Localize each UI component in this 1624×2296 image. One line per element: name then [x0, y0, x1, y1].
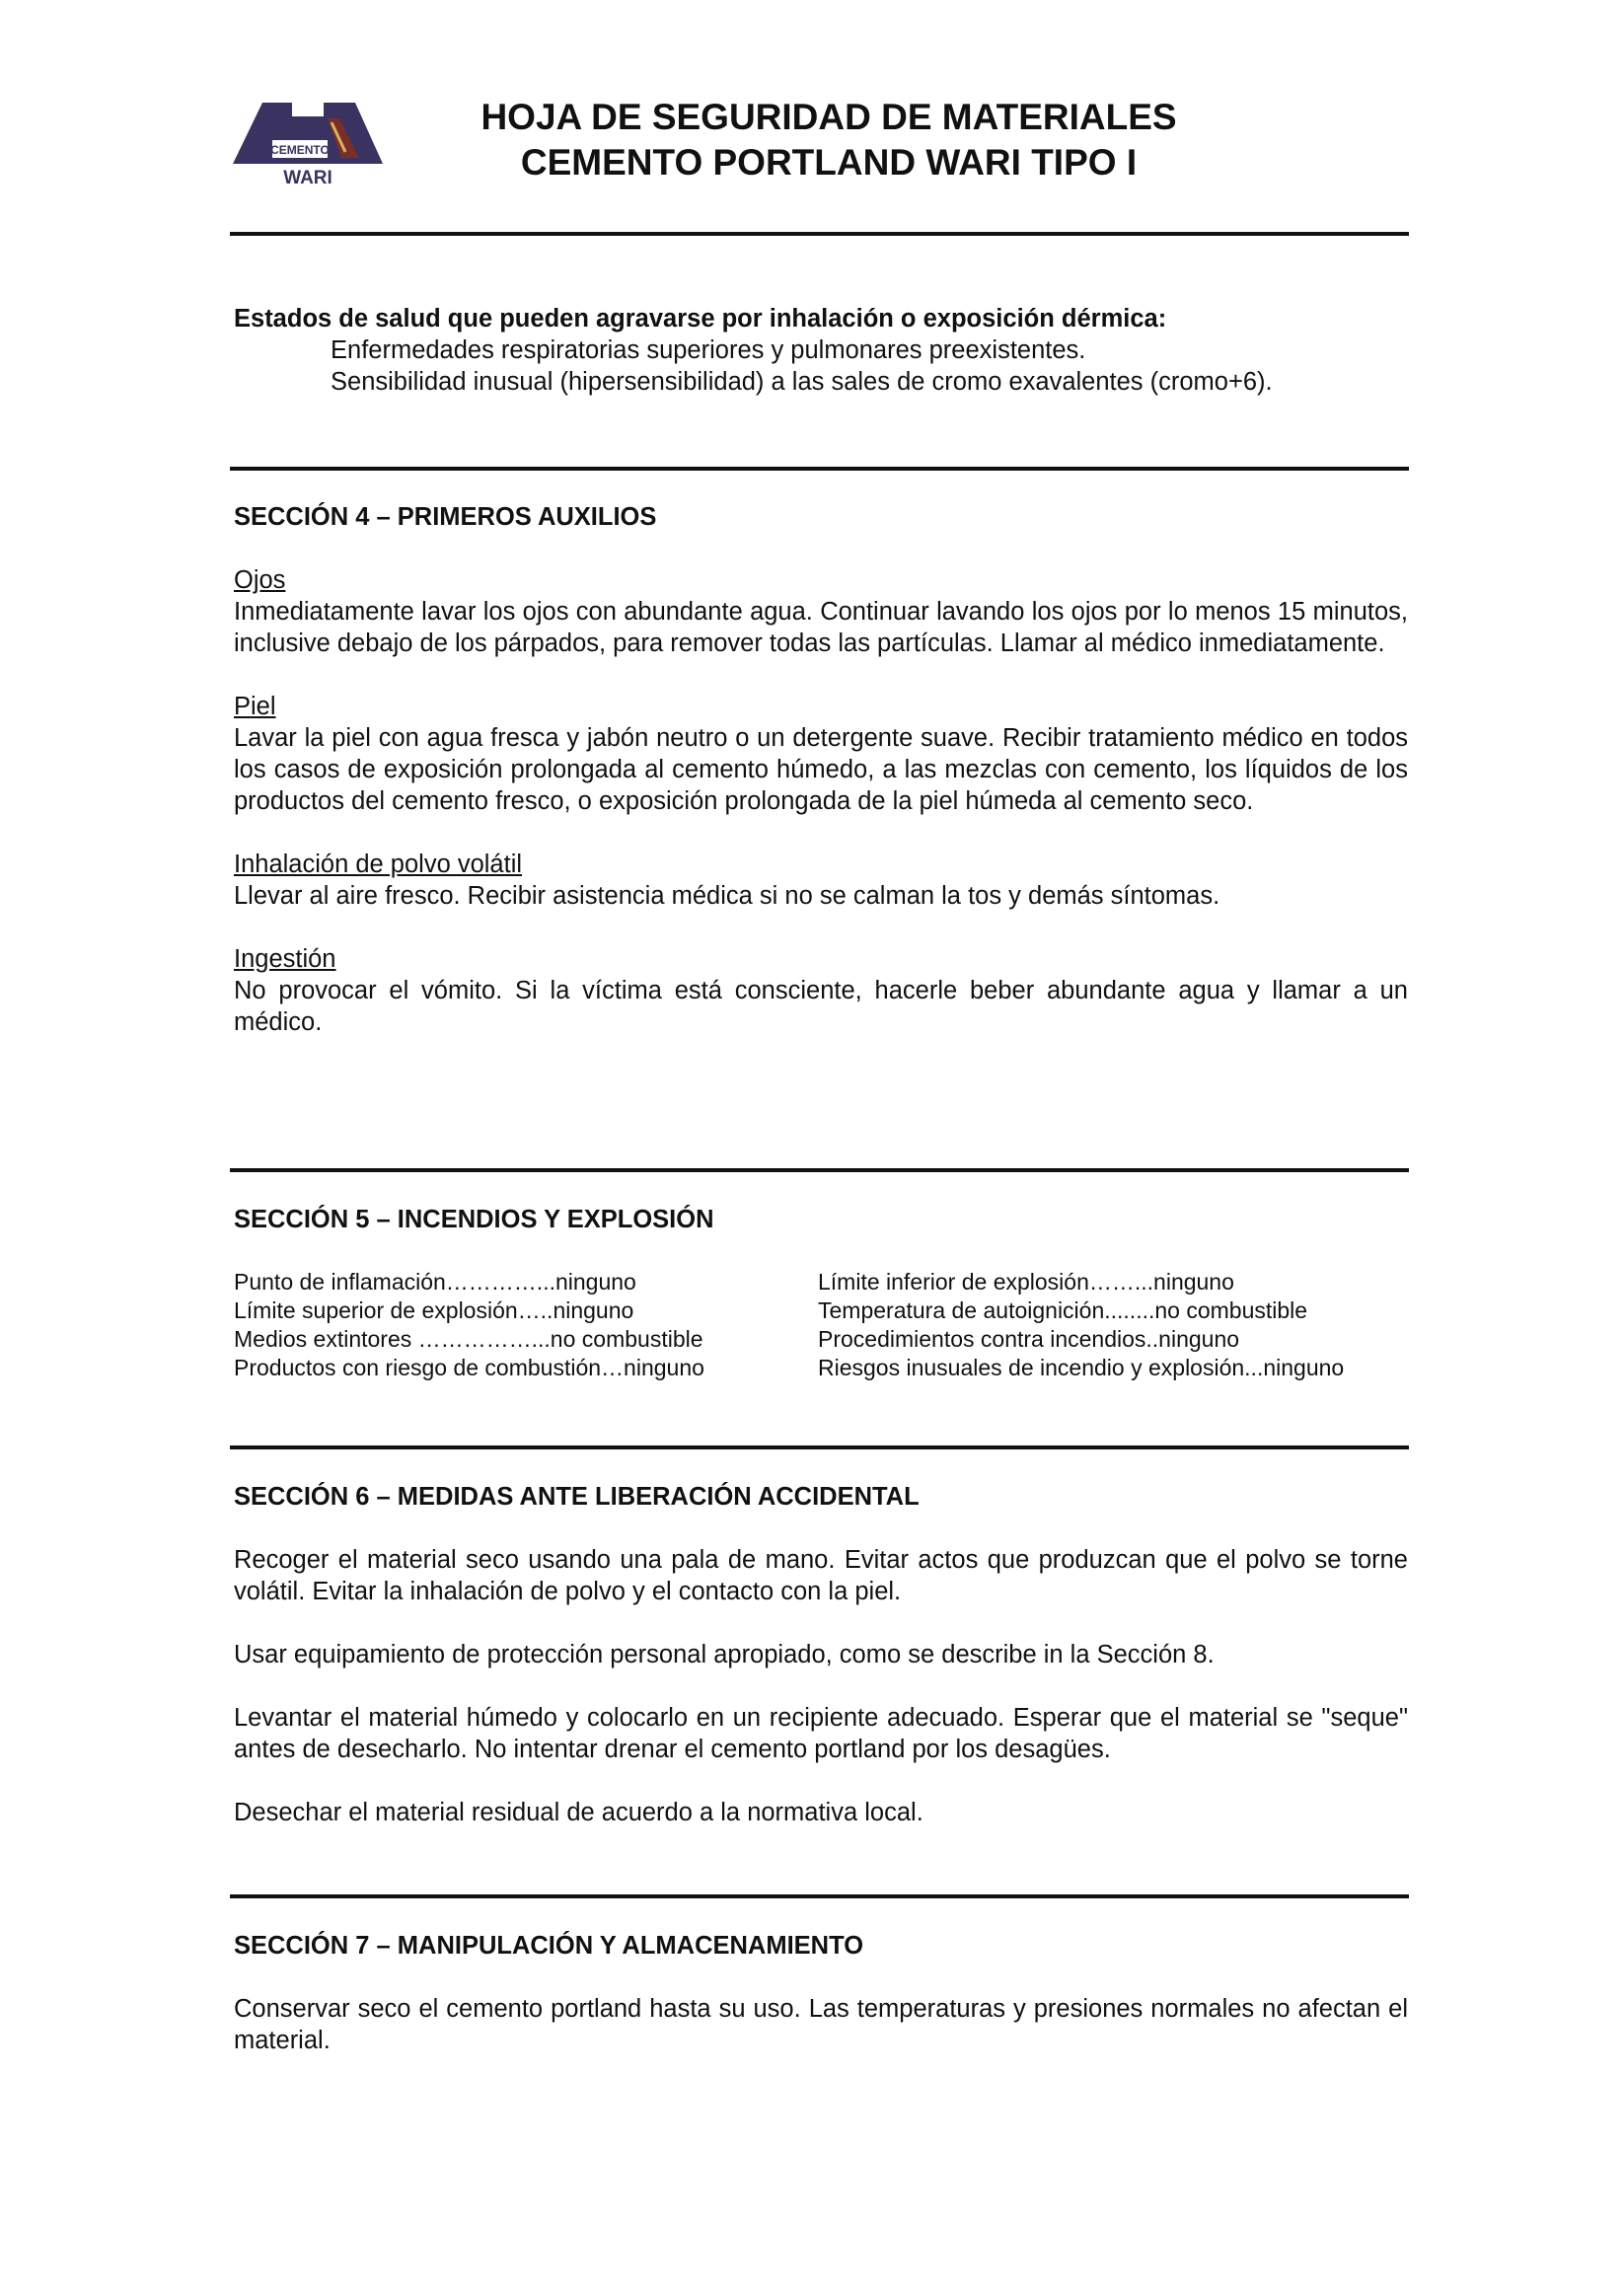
paragraph: Levantar el material húmedo y colocarlo en un recipiente adecuado. Esperar que el material se "seque" antes de desecharlo. No intentar drenar el cemento portland por los desagües.	[234, 1704, 1408, 1763]
subsection-heading: Ingestión	[234, 945, 336, 973]
paragraph: Desechar el material residual de acuerdo a la normativa local.	[234, 1799, 923, 1826]
section-title: SECCIÓN 4 – PRIMEROS AUXILIOS	[234, 503, 657, 531]
divider	[230, 467, 1409, 471]
divider	[230, 1894, 1409, 1898]
divider	[230, 1168, 1409, 1172]
subsection-text: Inmediatamente lavar los ojos con abundante agua. Continuar lavando los ojos por lo menos 15 minutos, inclusive debajo de los párpados, para remover todas las partículas. Llamar al médico inmediatamente.	[234, 598, 1408, 657]
subsection-heading: Piel	[234, 693, 276, 720]
health-item: Sensibilidad inusual (hipersensibilidad) a las sales de cromo exavalentes (cromo+6).	[331, 368, 1273, 396]
section-4	[234, 501, 1408, 1038]
section-title: SECCIÓN 5 – INCENDIOS Y EXPLOSIÓN	[234, 1206, 714, 1233]
fire-property: Límite inferior de explosión……...ninguno	[818, 1269, 1234, 1295]
fire-property: Límite superior de explosión…..ninguno	[234, 1297, 634, 1323]
logo-bottom-text: WARI	[283, 168, 332, 187]
health-item: Enfermedades respiratorias superiores y pulmonares preexistentes.	[331, 336, 1086, 364]
section-6	[234, 1481, 1408, 1828]
fire-properties-right	[818, 1268, 1344, 1382]
section-title: SECCIÓN 6 – MEDIDAS ANTE LIBERACIÓN ACCIDENTAL	[234, 1483, 920, 1511]
document-title	[395, 95, 1263, 185]
health-conditions	[234, 303, 1408, 398]
subsection-text: Lavar la piel con agua fresca y jabón neutro o un detergente suave. Recibir tratamiento médico en todos los casos de exposición prolongada al cemento húmedo, a las mezclas con cemento, los líquidos de los productos del cemento fresco, o exposición prolongada de la piel húmeda al cemento seco.	[234, 724, 1408, 815]
subsection-text: No provocar el vómito. Si la víctima está consciente, hacerle beber abundante agua y llamar a un médico.	[234, 977, 1408, 1036]
subsection-heading: Ojos	[234, 566, 286, 594]
fire-property: Productos con riesgo de combustión…ninguno	[234, 1355, 704, 1380]
section-5	[234, 1204, 1408, 1235]
health-heading: Estados de salud que pueden agravarse por inhalación o exposición dérmica:	[234, 305, 1167, 333]
divider	[230, 1445, 1409, 1449]
title-line-2: CEMENTO PORTLAND WARI TIPO I	[520, 142, 1138, 183]
fire-property: Temperatura de autoignición........no combustible	[818, 1297, 1308, 1323]
fire-property: Medios extintores ……………...no combustible	[234, 1326, 703, 1352]
paragraph: Conservar seco el cemento portland hasta su uso. Las temperaturas y presiones normales no afectan el material.	[234, 1995, 1408, 2054]
fire-property: Procedimientos contra incendios..ninguno	[818, 1326, 1240, 1352]
subsection-heading: Inhalación de polvo volátil	[234, 851, 523, 878]
logo-top-text: CEMENTO	[270, 143, 330, 157]
section-7	[234, 1930, 1408, 2056]
fire-properties-left	[234, 1268, 704, 1382]
fire-property: Riesgos inusuales de incendio y explosión...ninguno	[818, 1355, 1345, 1380]
fire-property: Punto de inflamación…………...ninguno	[234, 1269, 636, 1295]
title-line-1: HOJA DE SEGURIDAD DE MATERIALES	[480, 97, 1177, 137]
section-title: SECCIÓN 7 – MANIPULACIÓN Y ALMACENAMIENTO	[234, 1932, 864, 1960]
paragraph: Usar equipamiento de protección personal apropiado, como se describe in la Sección 8.	[234, 1641, 1215, 1668]
cemento-wari-logo	[233, 97, 383, 187]
divider	[230, 232, 1409, 236]
subsection-text: Llevar al aire fresco. Recibir asistencia médica si no se calman la tos y demás síntomas.	[234, 882, 1220, 910]
paragraph: Recoger el material seco usando una pala de mano. Evitar actos que produzcan que el polvo se torne volátil. Evitar la inhalación de polvo y el contacto con la piel.	[234, 1546, 1408, 1605]
